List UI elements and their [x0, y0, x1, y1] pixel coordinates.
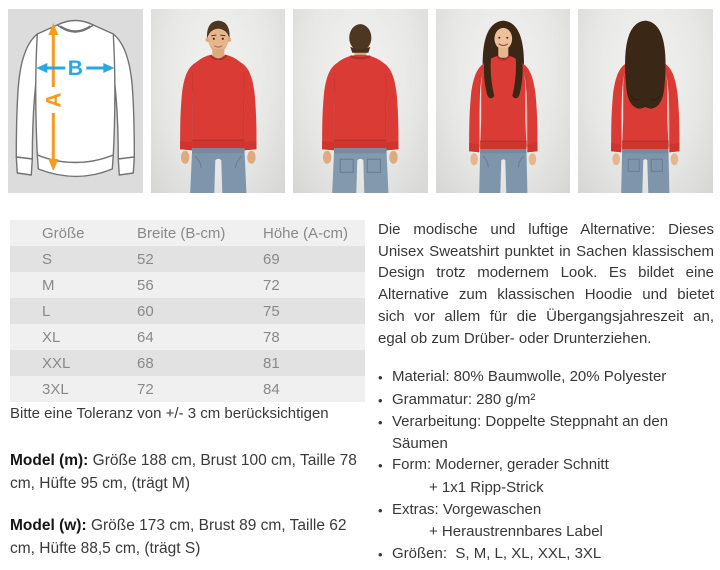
measure-a-label: A: [42, 92, 66, 108]
table-cell: 64: [137, 328, 154, 346]
tolerance-note: Bitte eine Toleranz von +/- 3 cm berücksichtigen: [10, 405, 329, 422]
model-w-info: [10, 514, 364, 560]
table-row: [10, 350, 365, 376]
female-model-front-image: [436, 9, 571, 193]
bullet-icon: [378, 521, 392, 543]
male-model-back-photo: [293, 9, 428, 193]
table-row: [10, 376, 365, 402]
spec-item-extras: • Extras: Vorgewaschen: [378, 499, 718, 522]
table-cell: XXL: [42, 354, 71, 372]
table-row: [10, 246, 365, 272]
table-cell: XL: [42, 328, 61, 346]
model-w-label: Model (w):: [10, 517, 87, 534]
table-cell: 60: [137, 302, 154, 320]
size-table-header-row: [10, 220, 365, 246]
table-cell: 84: [263, 380, 280, 398]
bullet-icon: •: [378, 370, 383, 385]
table-cell: L: [42, 302, 51, 320]
female-model-back-image: [578, 9, 713, 193]
male-model-back-image: [293, 9, 428, 193]
product-image-gallery: [8, 9, 713, 193]
table-cell: 68: [137, 354, 154, 372]
column-header-groesse: Größe: [42, 224, 85, 242]
spec-item-groessen: • Größen: S, M, L, XL, XXL, 3XL: [378, 543, 718, 566]
measure-b-label: B: [67, 57, 83, 80]
bullet-icon: •: [378, 458, 383, 474]
table-cell: M: [42, 276, 55, 294]
size-table: [10, 220, 365, 402]
table-cell: 56: [137, 276, 154, 294]
female-model-back-photo: [578, 9, 713, 193]
sweatshirt-measurement-diagram: [8, 9, 143, 193]
column-header-hoehe: Höhe (A-cm): [263, 224, 349, 242]
spec-item-verarbeitung: • Verarbeitung: Doppelte Steppnaht an den Säumen: [378, 411, 718, 454]
table-cell: 75: [263, 302, 280, 320]
table-cell: S: [42, 250, 53, 268]
bullet-icon: •: [378, 546, 383, 562]
model-w-text: Größe 173 cm, Brust 89 cm, Taille 62 cm, Hüfte 88,5 cm, (trägt S): [10, 517, 347, 557]
table-cell: 72: [137, 380, 154, 398]
spec-item-extras-cont: + Heraustrennbares Label: [378, 521, 718, 543]
size-diagram-image: [8, 9, 143, 193]
table-cell: 52: [137, 250, 154, 268]
table-row: [10, 324, 365, 350]
female-model-front-photo: [436, 9, 571, 193]
bullet-icon: •: [378, 502, 383, 518]
table-cell: 3XL: [42, 380, 69, 398]
table-row: [10, 298, 365, 324]
table-cell: 72: [263, 276, 280, 294]
male-model-front-photo: [151, 9, 286, 193]
table-cell: 69: [263, 250, 280, 268]
bullet-icon: [378, 477, 392, 499]
spec-item-grammatur: • Grammatur: 280 g/m²: [378, 389, 718, 412]
model-m-label: Model (m):: [10, 452, 89, 469]
spec-item-form-cont: + 1x1 Ripp-Strick: [378, 477, 718, 499]
bullet-icon: •: [378, 415, 383, 431]
column-header-breite: Breite (B-cm): [137, 224, 226, 242]
model-m-text: Größe 188 cm, Brust 100 cm, Taille 78 cm, Hüfte 95 cm, (trägt M): [10, 452, 357, 492]
table-row: [10, 272, 365, 298]
table-cell: 78: [263, 328, 280, 346]
bullet-icon: •: [378, 392, 383, 408]
table-cell: 81: [263, 354, 280, 372]
spec-item-material: • Material: 80% Baumwolle, 20% Polyester: [378, 366, 718, 389]
product-description: Die modische und luftige Alternative: Dieses Unisex Sweatshirt punktet in Sachen klassischem Design trotz modernem Look. Es bildet eine Alternative zum klassischen Hoodie und bietet sich vor allem für die Übergangsjahreszeit an, egal ob zum Drüber- oder Drunterziehen.: [378, 221, 714, 347]
spec-item-form: • Form: Moderner, gerader Schnitt: [378, 454, 718, 477]
model-m-info: [10, 449, 364, 495]
product-spec-list: [378, 366, 718, 565]
male-model-front-image: [151, 9, 286, 193]
